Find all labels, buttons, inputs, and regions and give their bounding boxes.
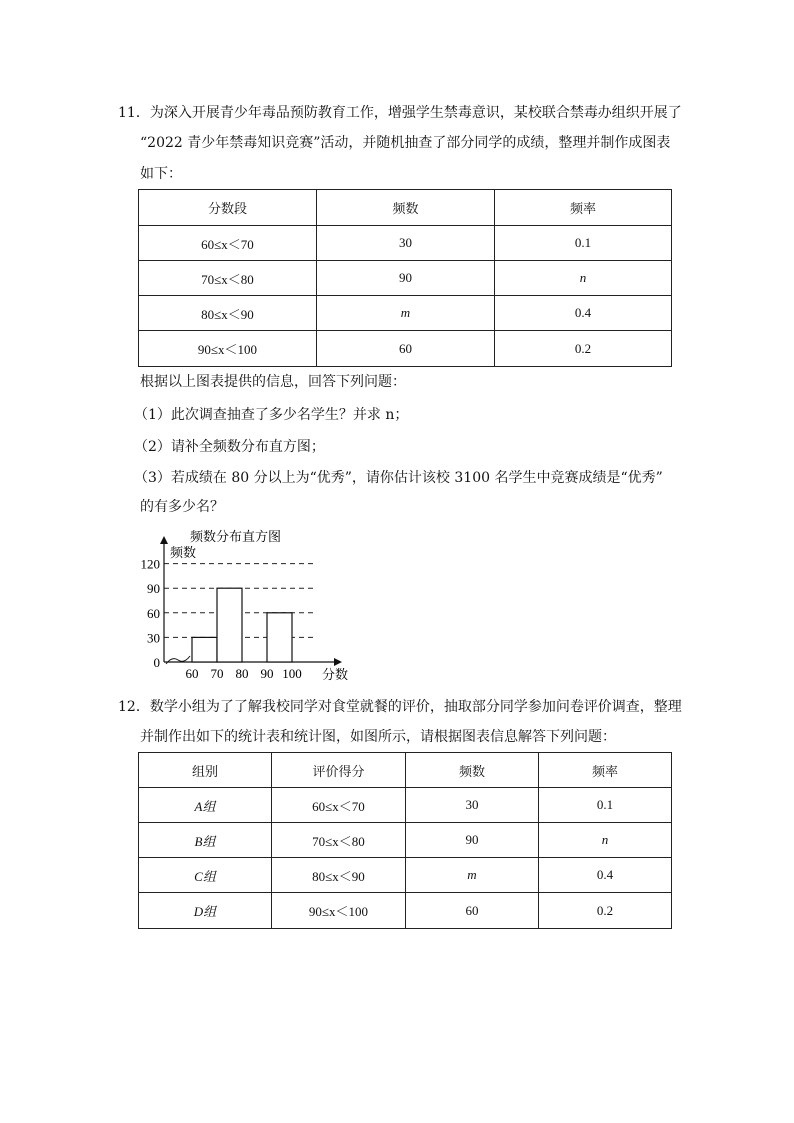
table-cell: 60≤x＜70 bbox=[139, 226, 317, 261]
histogram-bar bbox=[217, 588, 242, 662]
table-row bbox=[139, 788, 672, 823]
table-cell: 90 bbox=[317, 261, 495, 296]
q12-table bbox=[138, 752, 672, 929]
q11-line2: “2022 青少年禁毒知识竞赛”活动，并随机抽查了部分同学的成绩，整理并制作成图表 bbox=[140, 135, 671, 151]
histogram-bar bbox=[267, 613, 292, 662]
histogram-bar bbox=[192, 637, 217, 662]
table-cell: 0.1 bbox=[495, 226, 672, 261]
table-cell: n bbox=[495, 261, 672, 296]
q11-intro: 根据以上图表提供的信息，回答下列问题： bbox=[140, 374, 406, 390]
table-cell: C组 bbox=[139, 858, 272, 893]
table-row bbox=[139, 226, 672, 261]
table-cell: 60 bbox=[317, 331, 495, 367]
table-cell: B组 bbox=[139, 823, 272, 858]
x-tick-label: 60 bbox=[185, 666, 199, 681]
y-tick-label: 30 bbox=[147, 630, 160, 646]
y-tick-label: 120 bbox=[140, 556, 160, 572]
table-row bbox=[139, 331, 672, 367]
axis-break-icon bbox=[166, 656, 190, 664]
x-tick-label: 80 bbox=[235, 666, 249, 681]
x-tick-label: 90 bbox=[260, 666, 274, 681]
table-cell: 30 bbox=[406, 788, 539, 823]
table-row bbox=[139, 858, 672, 893]
table-cell: 60≤x＜70 bbox=[272, 788, 406, 823]
q11-line1: 11．为深入开展青少年毒品预防教育工作，增强学生禁毒意识，某校联合禁毒办组织开展了 bbox=[118, 105, 682, 121]
table-cell: n bbox=[539, 823, 672, 858]
table-cell: A组 bbox=[139, 788, 272, 823]
histogram-chart bbox=[134, 524, 364, 684]
table-row bbox=[139, 893, 672, 929]
y-axis-arrow-icon bbox=[160, 536, 168, 544]
table-cell: 0.1 bbox=[539, 788, 672, 823]
table-cell: 80≤x＜90 bbox=[139, 296, 317, 331]
table-cell: 0.4 bbox=[495, 296, 672, 331]
q11-table-header bbox=[139, 190, 672, 226]
table-cell: 90≤x＜100 bbox=[272, 893, 406, 929]
y-tick-label: 60 bbox=[147, 605, 160, 621]
table-row bbox=[139, 261, 672, 296]
table-header-cell: 组别 bbox=[139, 753, 272, 788]
table-cell: 60 bbox=[406, 893, 539, 929]
table-cell: 0.2 bbox=[495, 331, 672, 367]
table-header-cell: 频数 bbox=[406, 753, 539, 788]
q12-table-header bbox=[139, 753, 672, 788]
x-axis-label: 分数 bbox=[322, 667, 349, 682]
table-cell: 90 bbox=[406, 823, 539, 858]
x-tick-label: 100 bbox=[282, 666, 302, 681]
q11-line3: 如下： bbox=[140, 166, 182, 182]
chart-title: 频数分布直方图 bbox=[190, 529, 282, 544]
table-header-cell: 评价得分 bbox=[272, 753, 406, 788]
q11-table bbox=[138, 189, 672, 367]
y-tick-label: 0 bbox=[153, 655, 160, 670]
table-cell: 80≤x＜90 bbox=[272, 858, 406, 893]
table-header-cell: 分数段 bbox=[139, 190, 317, 226]
x-tick-label: 70 bbox=[210, 666, 224, 681]
table-header-cell: 频率 bbox=[495, 190, 672, 226]
table-cell: D组 bbox=[139, 893, 272, 929]
table-header-cell: 频数 bbox=[317, 190, 495, 226]
y-axis-label: 频数 bbox=[170, 545, 197, 560]
q11-sub3a: （3）若成绩在 80 分以上为“优秀”，请你估计该校 3100 名学生中竞赛成绩是“优秀” bbox=[134, 470, 663, 486]
q11-sub3b: 的有多少名？ bbox=[140, 499, 224, 515]
table-cell: 70≤x＜80 bbox=[139, 261, 317, 296]
table-row bbox=[139, 823, 672, 858]
table-cell: 0.2 bbox=[539, 893, 672, 929]
table-cell: m bbox=[406, 858, 539, 893]
table-row bbox=[139, 296, 672, 331]
table-cell: m bbox=[317, 296, 495, 331]
q11-sub2: （2）请补全频数分布直方图； bbox=[134, 439, 325, 455]
q11-sub1: （1）此次调查抽查了多少名学生？并求 n； bbox=[134, 407, 409, 423]
table-header-cell: 频率 bbox=[539, 753, 672, 788]
y-tick-label: 90 bbox=[147, 581, 160, 597]
table-cell: 30 bbox=[317, 226, 495, 261]
q12-line2: 并制作出如下的统计表和统计图，如图所示，请根据图表信息解答下列问题： bbox=[140, 729, 616, 745]
x-axis-arrow-icon bbox=[334, 658, 342, 666]
table-cell: 70≤x＜80 bbox=[272, 823, 406, 858]
table-cell: 0.4 bbox=[539, 858, 672, 893]
q12-line1: 12．数学小组为了了解我校同学对食堂就餐的评价，抽取部分同学参加问卷评价调查，整理 bbox=[118, 699, 682, 715]
table-cell: 90≤x＜100 bbox=[139, 331, 317, 367]
